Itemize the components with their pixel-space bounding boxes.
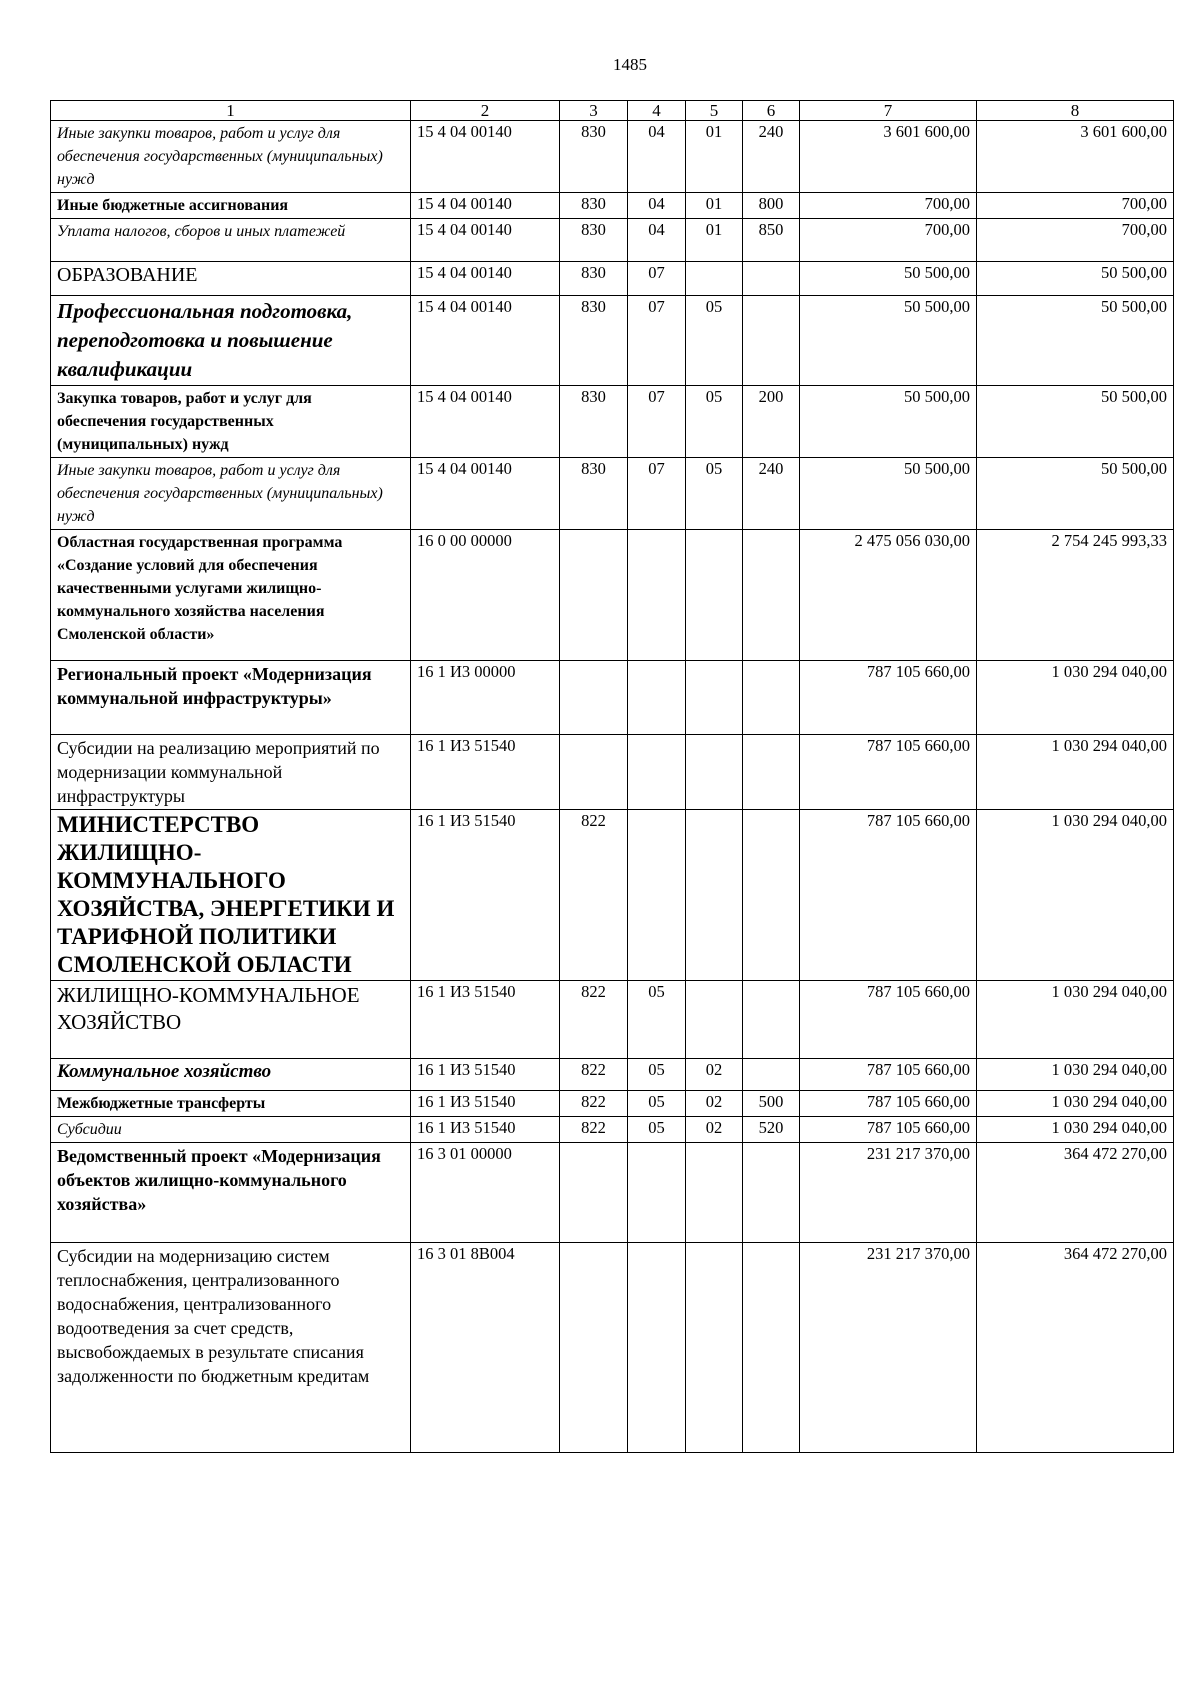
- row-expense-type: [743, 296, 800, 386]
- row-section-code: 05: [628, 981, 686, 1059]
- row-code: 16 1 И3 51540: [411, 1091, 560, 1117]
- row-name: Региональный проект «Модернизация коммунальной инфраструктуры»: [51, 661, 411, 735]
- row-name: Ведомственный проект «Модернизация объектов жилищно-коммунального хозяйства»: [51, 1143, 411, 1243]
- row-expense-type: [743, 1243, 800, 1453]
- row-ministry-code: 822: [560, 981, 628, 1059]
- row-ministry-code: 822: [560, 1091, 628, 1117]
- row-section-code: 05: [628, 1059, 686, 1091]
- row-code: 15 4 04 00140: [411, 121, 560, 193]
- row-subsection-code: 01: [686, 121, 743, 193]
- row-amount-col8: 1 030 294 040,00: [977, 810, 1174, 981]
- row-expense-type: 850: [743, 219, 800, 262]
- row-amount-col8: 1 030 294 040,00: [977, 661, 1174, 735]
- row-amount-col8: 364 472 270,00: [977, 1143, 1174, 1243]
- row-section-code: [628, 1143, 686, 1243]
- row-ministry-code: 830: [560, 296, 628, 386]
- row-name: Иные закупки товаров, работ и услуг для обеспечения государственных (муниципальных) нужд: [51, 458, 411, 530]
- row-name: Субсидии на реализацию мероприятий по модернизации коммунальной инфраструктуры: [51, 735, 411, 810]
- table-row: [51, 296, 1174, 386]
- row-section-code: 04: [628, 121, 686, 193]
- row-code: 16 1 И3 51540: [411, 810, 560, 981]
- row-amount-col8: 50 500,00: [977, 262, 1174, 296]
- table-row: [51, 1243, 1174, 1453]
- row-section-code: [628, 810, 686, 981]
- row-section-code: 04: [628, 193, 686, 219]
- row-subsection-code: [686, 981, 743, 1059]
- table-body: [51, 121, 1174, 1453]
- row-name: Уплата налогов, сборов и иных платежей: [51, 219, 411, 262]
- row-amount-col7: 787 105 660,00: [800, 1091, 977, 1117]
- row-amount-col8: 1 030 294 040,00: [977, 735, 1174, 810]
- row-section-code: [628, 530, 686, 661]
- row-ministry-code: [560, 1143, 628, 1243]
- row-expense-type: [743, 735, 800, 810]
- row-amount-col8: 1 030 294 040,00: [977, 1117, 1174, 1143]
- row-expense-type: [743, 530, 800, 661]
- row-amount-col8: 50 500,00: [977, 386, 1174, 458]
- row-amount-col8: 1 030 294 040,00: [977, 1059, 1174, 1091]
- row-code: 16 1 И3 00000: [411, 661, 560, 735]
- row-code: 15 4 04 00140: [411, 193, 560, 219]
- row-ministry-code: [560, 661, 628, 735]
- row-amount-col8: 1 030 294 040,00: [977, 981, 1174, 1059]
- row-amount-col7: 2 475 056 030,00: [800, 530, 977, 661]
- row-subsection-code: [686, 262, 743, 296]
- row-amount-col7: 50 500,00: [800, 296, 977, 386]
- column-header: 8: [977, 101, 1174, 121]
- page-number: 1485: [613, 55, 647, 74]
- table-row: [51, 1091, 1174, 1117]
- row-subsection-code: 01: [686, 219, 743, 262]
- row-subsection-code: [686, 735, 743, 810]
- column-header: 5: [686, 101, 743, 121]
- row-name: Коммунальное хозяйство: [51, 1059, 411, 1091]
- row-ministry-code: 830: [560, 458, 628, 530]
- row-name: Субсидии на модернизацию систем теплоснабжения, централизованного водоснабжения, централизованного водоотведения за счет средств, высвобождаемых в результате списания задолженности по бюджетным кредитам: [51, 1243, 411, 1453]
- table-row: [51, 219, 1174, 262]
- row-code: 15 4 04 00140: [411, 296, 560, 386]
- row-amount-col7: 787 105 660,00: [800, 1117, 977, 1143]
- row-expense-type: [743, 1143, 800, 1243]
- row-expense-type: [743, 981, 800, 1059]
- row-amount-col7: 231 217 370,00: [800, 1143, 977, 1243]
- row-code: 16 1 И3 51540: [411, 735, 560, 810]
- row-code: 16 0 00 00000: [411, 530, 560, 661]
- row-amount-col7: 787 105 660,00: [800, 981, 977, 1059]
- row-subsection-code: 05: [686, 386, 743, 458]
- row-section-code: [628, 1243, 686, 1453]
- row-subsection-code: 02: [686, 1091, 743, 1117]
- row-subsection-code: 02: [686, 1117, 743, 1143]
- row-amount-col8: 700,00: [977, 193, 1174, 219]
- row-code: 16 1 И3 51540: [411, 981, 560, 1059]
- budget-table: [50, 100, 1174, 1453]
- row-subsection-code: 02: [686, 1059, 743, 1091]
- row-expense-type: 200: [743, 386, 800, 458]
- row-code: 16 3 01 00000: [411, 1143, 560, 1243]
- column-header: 6: [743, 101, 800, 121]
- row-code: 15 4 04 00140: [411, 219, 560, 262]
- row-section-code: 07: [628, 296, 686, 386]
- row-name: МИНИСТЕРСТВО ЖИЛИЩНО-КОММУНАЛЬНОГО ХОЗЯЙСТВА, ЭНЕРГЕТИКИ И ТАРИФНОЙ ПОЛИТИКИ СМОЛЕНСКОЙ ОБЛАСТИ: [51, 810, 411, 981]
- row-ministry-code: 830: [560, 121, 628, 193]
- row-subsection-code: [686, 661, 743, 735]
- row-section-code: 04: [628, 219, 686, 262]
- row-name: Иные закупки товаров, работ и услуг для обеспечения государственных (муниципальных) нужд: [51, 121, 411, 193]
- row-amount-col7: 50 500,00: [800, 262, 977, 296]
- row-amount-col7: 787 105 660,00: [800, 1059, 977, 1091]
- row-amount-col7: 787 105 660,00: [800, 661, 977, 735]
- row-subsection-code: 05: [686, 296, 743, 386]
- row-amount-col7: 50 500,00: [800, 458, 977, 530]
- row-amount-col7: 50 500,00: [800, 386, 977, 458]
- row-section-code: 07: [628, 386, 686, 458]
- row-amount-col8: 364 472 270,00: [977, 1243, 1174, 1453]
- table-row: [51, 262, 1174, 296]
- row-amount-col8: 2 754 245 993,33: [977, 530, 1174, 661]
- row-ministry-code: 830: [560, 386, 628, 458]
- table-row: [51, 121, 1174, 193]
- row-name: Межбюджетные трансферты: [51, 1091, 411, 1117]
- row-name: ОБРАЗОВАНИЕ: [51, 262, 411, 296]
- row-expense-type: 520: [743, 1117, 800, 1143]
- row-name: Профессиональная подготовка, переподготовка и повышение квалификации: [51, 296, 411, 386]
- table-row: [51, 735, 1174, 810]
- row-amount-col7: 700,00: [800, 219, 977, 262]
- row-amount-col7: 231 217 370,00: [800, 1243, 977, 1453]
- row-subsection-code: 05: [686, 458, 743, 530]
- row-ministry-code: 822: [560, 1059, 628, 1091]
- row-expense-type: 240: [743, 458, 800, 530]
- row-ministry-code: 822: [560, 810, 628, 981]
- row-ministry-code: [560, 530, 628, 661]
- table-row: [51, 1059, 1174, 1091]
- row-amount-col8: 1 030 294 040,00: [977, 1091, 1174, 1117]
- row-ministry-code: 830: [560, 193, 628, 219]
- row-code: 15 4 04 00140: [411, 262, 560, 296]
- row-section-code: [628, 661, 686, 735]
- row-subsection-code: [686, 1243, 743, 1453]
- row-name: ЖИЛИЩНО-КОММУНАЛЬНОЕ ХОЗЯЙСТВО: [51, 981, 411, 1059]
- header-row: [51, 101, 1174, 121]
- row-expense-type: [743, 661, 800, 735]
- row-code: 16 3 01 8В004: [411, 1243, 560, 1453]
- row-name: Областная государственная программа «Создание условий для обеспечения качественными услугами жилищно-коммунального хозяйства населения Смоленской области»: [51, 530, 411, 661]
- column-header: 2: [411, 101, 560, 121]
- table-row: [51, 193, 1174, 219]
- row-name: Закупка товаров, работ и услуг для обеспечения государственных (муниципальных) нужд: [51, 386, 411, 458]
- row-section-code: [628, 735, 686, 810]
- table-row: [51, 810, 1174, 981]
- row-amount-col8: 50 500,00: [977, 296, 1174, 386]
- row-name: Субсидии: [51, 1117, 411, 1143]
- table-row: [51, 1143, 1174, 1243]
- row-subsection-code: [686, 530, 743, 661]
- table-row: [51, 661, 1174, 735]
- column-header: 1: [51, 101, 411, 121]
- row-amount-col7: 787 105 660,00: [800, 735, 977, 810]
- row-ministry-code: 822: [560, 1117, 628, 1143]
- row-subsection-code: [686, 810, 743, 981]
- row-expense-type: [743, 810, 800, 981]
- row-amount-col8: 700,00: [977, 219, 1174, 262]
- row-section-code: 05: [628, 1117, 686, 1143]
- row-ministry-code: [560, 735, 628, 810]
- row-expense-type: 800: [743, 193, 800, 219]
- column-header: 3: [560, 101, 628, 121]
- column-header: 7: [800, 101, 977, 121]
- row-amount-col7: 787 105 660,00: [800, 810, 977, 981]
- row-amount-col7: 700,00: [800, 193, 977, 219]
- row-code: 15 4 04 00140: [411, 458, 560, 530]
- row-section-code: 05: [628, 1091, 686, 1117]
- row-code: 16 1 И3 51540: [411, 1117, 560, 1143]
- row-name: Иные бюджетные ассигнования: [51, 193, 411, 219]
- row-ministry-code: 830: [560, 262, 628, 296]
- row-amount-col8: 3 601 600,00: [977, 121, 1174, 193]
- row-ministry-code: [560, 1243, 628, 1453]
- row-expense-type: 240: [743, 121, 800, 193]
- table-row: [51, 530, 1174, 661]
- row-section-code: 07: [628, 262, 686, 296]
- table-row: [51, 1117, 1174, 1143]
- row-expense-type: [743, 262, 800, 296]
- row-subsection-code: [686, 1143, 743, 1243]
- row-amount-col7: 3 601 600,00: [800, 121, 977, 193]
- row-ministry-code: 830: [560, 219, 628, 262]
- column-header: 4: [628, 101, 686, 121]
- row-amount-col8: 50 500,00: [977, 458, 1174, 530]
- row-code: 15 4 04 00140: [411, 386, 560, 458]
- row-section-code: 07: [628, 458, 686, 530]
- row-expense-type: [743, 1059, 800, 1091]
- row-subsection-code: 01: [686, 193, 743, 219]
- table-row: [51, 386, 1174, 458]
- table-row: [51, 981, 1174, 1059]
- table-row: [51, 458, 1174, 530]
- row-expense-type: 500: [743, 1091, 800, 1117]
- row-code: 16 1 И3 51540: [411, 1059, 560, 1091]
